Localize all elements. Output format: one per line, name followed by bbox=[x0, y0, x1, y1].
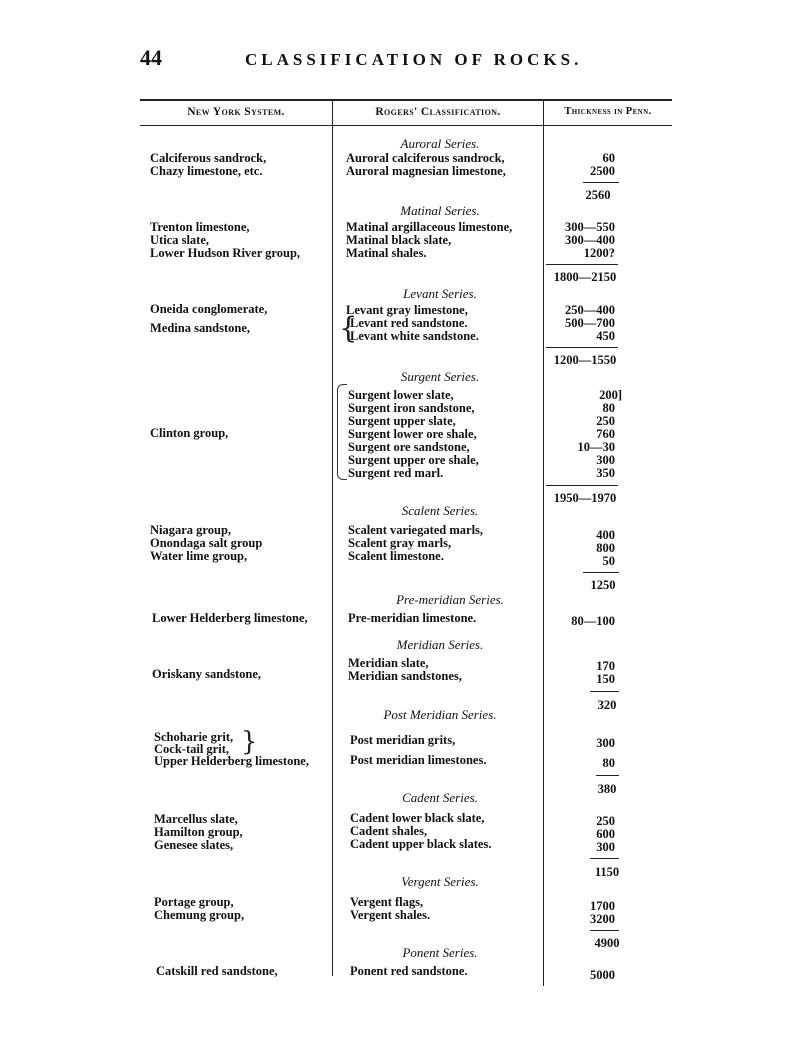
thickness-value: 3200 bbox=[590, 912, 615, 926]
series-title: Auroral Series. bbox=[400, 136, 480, 151]
rogers-entry: Post meridian grits, bbox=[350, 733, 456, 747]
subtotal-rule bbox=[590, 691, 619, 692]
rogers-entry: Auroral magnesian limestone, bbox=[346, 164, 506, 178]
ny-entry: Marcellus slate, bbox=[154, 812, 238, 826]
thickness-value: 60 bbox=[602, 151, 615, 165]
thickness-value: 250—400 bbox=[565, 303, 615, 317]
rogers-entry: Auroral calciferous sandrock, bbox=[346, 151, 505, 165]
thickness-value: 800 bbox=[596, 541, 615, 555]
series-total: 1150 bbox=[594, 865, 620, 879]
header-thickness: Thickness in Penn. bbox=[564, 106, 652, 117]
rogers-entry: Vergent flags, bbox=[350, 895, 424, 909]
subtotal-rule bbox=[546, 264, 618, 265]
subtotal-rule bbox=[546, 347, 618, 348]
series-title: Ponent Series. bbox=[402, 945, 478, 960]
subtotal-rule bbox=[596, 775, 619, 776]
series-total: 1950—1970 bbox=[553, 491, 617, 505]
series-title: Meridian Series. bbox=[396, 637, 484, 652]
ny-entry: Niagara group, bbox=[150, 523, 232, 537]
ny-entry: Hamilton group, bbox=[154, 825, 243, 839]
running-head: CLASSIFICATION OF ROCKS. bbox=[245, 50, 583, 69]
header-rogers: Rogers' Classification. bbox=[375, 106, 501, 118]
series-title: Cadent Series. bbox=[402, 790, 478, 805]
brace: } bbox=[241, 727, 258, 757]
rogers-entry: Ponent red sandstone. bbox=[350, 964, 468, 978]
subtotal-rule bbox=[546, 485, 618, 486]
ny-entry: Oneida conglomerate, bbox=[150, 302, 268, 316]
series-title: Post Meridian Series. bbox=[383, 707, 497, 722]
rogers-entry: Surgent iron sandstone, bbox=[348, 401, 475, 415]
rogers-entry: Matinal shales. bbox=[346, 246, 427, 260]
rogers-entry: Post meridian limestones. bbox=[350, 753, 487, 767]
thickness-value: 760 bbox=[596, 427, 615, 441]
rogers-entry: Surgent upper ore shale, bbox=[348, 453, 479, 467]
rogers-entry: Matinal argillaceous limestone, bbox=[346, 220, 513, 234]
series-total: 380 bbox=[597, 782, 617, 796]
rogers-entry: Vergent shales. bbox=[350, 908, 431, 922]
thickness-value: 150 bbox=[596, 672, 615, 686]
column-divider-1 bbox=[332, 101, 333, 976]
ny-entry: Schoharie grit, bbox=[154, 730, 234, 744]
thickness-value: 450 bbox=[596, 329, 615, 343]
thickness-value: 2500 bbox=[590, 164, 615, 178]
thickness-value: 80—100 bbox=[571, 614, 615, 628]
thickness-value: 250 bbox=[596, 414, 615, 428]
series-title: Matinal Series. bbox=[400, 203, 480, 218]
rogers-entry: Cadent upper black slates. bbox=[350, 837, 492, 851]
rogers-entry: Levant gray limestone, bbox=[346, 303, 468, 317]
ny-entry: Medina sandstone, bbox=[150, 321, 251, 335]
rogers-entry: Levant red sandstone. bbox=[350, 316, 468, 330]
thickness-value: 300 bbox=[596, 736, 615, 750]
thickness-value: 250 bbox=[596, 814, 615, 828]
brace: { bbox=[339, 311, 358, 345]
rogers-entry: Surgent lower slate, bbox=[348, 388, 454, 402]
ny-entry: Portage group, bbox=[154, 895, 234, 909]
rogers-entry: Meridian slate, bbox=[348, 656, 429, 670]
header-bottom-rule bbox=[140, 125, 672, 126]
ny-entry: Lower Helderberg limestone, bbox=[152, 611, 308, 625]
rogers-entry: Surgent ore sandstone, bbox=[348, 440, 470, 454]
rogers-entry: Pre-meridian limestone. bbox=[348, 611, 477, 625]
subtotal-rule bbox=[590, 930, 619, 931]
series-title: Levant Series. bbox=[403, 286, 477, 301]
thickness-value: 400 bbox=[596, 528, 615, 542]
subtotal-rule bbox=[590, 858, 619, 859]
ny-entry: Utica slate, bbox=[150, 233, 210, 247]
rogers-entry: Cadent lower black slate, bbox=[350, 811, 485, 825]
thickness-value: 350 bbox=[596, 466, 615, 480]
rogers-entry: Matinal black slate, bbox=[346, 233, 452, 247]
rogers-entry: Scalent limestone. bbox=[348, 549, 444, 563]
rogers-entry: Scalent gray marls, bbox=[348, 536, 452, 550]
thickness-value: 80 bbox=[602, 401, 615, 415]
table-top-rule bbox=[140, 99, 672, 101]
ny-entry: Water lime group, bbox=[150, 549, 248, 563]
series-total: 1250 bbox=[590, 578, 616, 592]
rogers-entry: Surgent upper slate, bbox=[348, 414, 456, 428]
ny-entry: Upper Helderberg limestone, bbox=[154, 754, 309, 768]
rogers-entry: Cadent shales, bbox=[350, 824, 428, 838]
brace bbox=[337, 384, 347, 480]
ny-entry: Catskill red sandstone, bbox=[156, 964, 278, 978]
series-total: 2560 bbox=[585, 188, 611, 202]
thickness-value: 5000 bbox=[590, 968, 615, 982]
thickness-value: 10—30 bbox=[577, 440, 615, 454]
thickness-value: 300—400 bbox=[565, 233, 615, 247]
subtotal-rule bbox=[583, 572, 619, 573]
thickness-value: 1700 bbox=[590, 899, 615, 913]
thickness-value: 170 bbox=[596, 659, 615, 673]
series-total: 1200—1550 bbox=[553, 353, 617, 367]
ny-entry: Genesee slates, bbox=[154, 838, 234, 852]
thickness-value: 50 bbox=[602, 554, 615, 568]
ny-entry: Chazy limestone, etc. bbox=[150, 164, 263, 178]
ny-entry: Oriskany sandstone, bbox=[152, 667, 262, 681]
thickness-value: 600 bbox=[596, 827, 615, 841]
series-total: 4900 bbox=[594, 936, 620, 950]
rogers-entry: Meridian sandstones, bbox=[348, 669, 462, 683]
ny-entry: Cock-tail grit, bbox=[154, 742, 229, 756]
thickness-value: 300 bbox=[596, 840, 615, 854]
series-title: Scalent Series. bbox=[401, 503, 479, 518]
rogers-entry: Levant white sandstone. bbox=[350, 329, 479, 343]
ny-entry: Lower Hudson River group, bbox=[150, 246, 301, 260]
page-number: 44 bbox=[140, 45, 162, 70]
rogers-entry: Surgent red marl. bbox=[348, 466, 444, 480]
ny-entry: Trenton limestone, bbox=[150, 220, 250, 234]
ny-entry: Onondaga salt group bbox=[150, 536, 263, 550]
series-title: Surgent Series. bbox=[400, 369, 480, 384]
thickness-value: 200] bbox=[599, 388, 622, 402]
subtotal-rule bbox=[583, 182, 619, 183]
ny-entry: Clinton group, bbox=[150, 426, 229, 440]
thickness-value: 500—700 bbox=[565, 316, 615, 330]
ny-entry: Chemung group, bbox=[154, 908, 245, 922]
thickness-value: 300—550 bbox=[565, 220, 615, 234]
thickness-value: 1200? bbox=[583, 246, 615, 260]
ny-entry: Calciferous sandrock, bbox=[150, 151, 267, 165]
series-total: 320 bbox=[597, 698, 617, 712]
series-total: 1800—2150 bbox=[553, 270, 617, 284]
thickness-value: 300 bbox=[596, 453, 615, 467]
series-title: Pre-meridian Series. bbox=[396, 592, 504, 607]
header-new-york: New York System. bbox=[187, 106, 285, 118]
rogers-entry: Surgent lower ore shale, bbox=[348, 427, 477, 441]
thickness-value: 80 bbox=[602, 756, 615, 770]
rogers-entry: Scalent variegated marls, bbox=[348, 523, 484, 537]
series-title: Vergent Series. bbox=[401, 874, 479, 889]
